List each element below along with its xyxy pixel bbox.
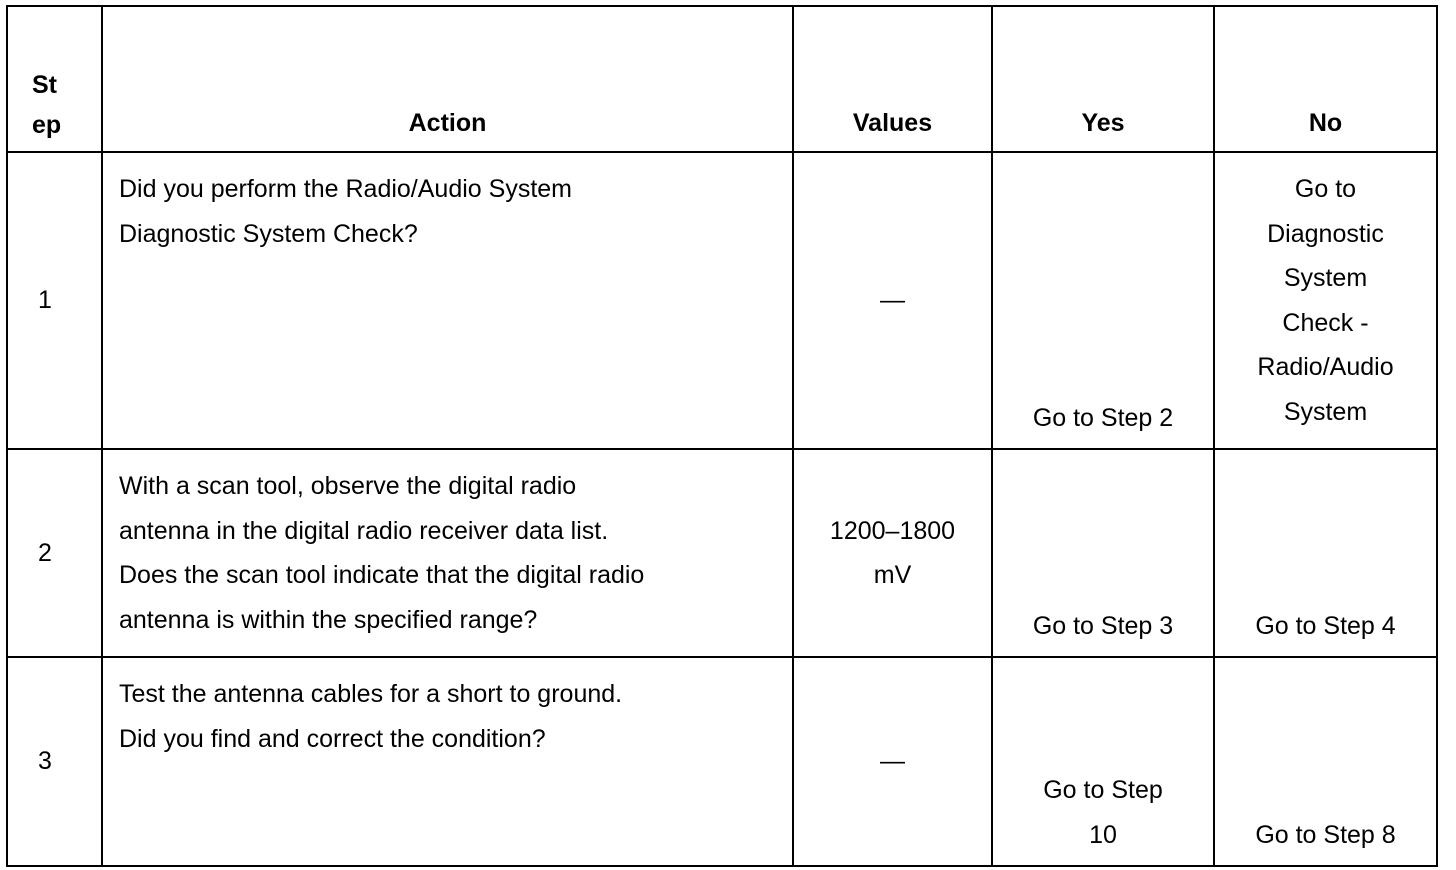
yes-cell: Go to Step 3: [992, 449, 1214, 657]
action-text: Test the antenna cables for a short to ground. Did you find and correct the condition?: [102, 657, 793, 866]
values-cell: 1200–1800 mV: [793, 449, 992, 657]
table-row: [7, 152, 1437, 449]
yes-cell: Go to Step 2: [992, 152, 1214, 449]
step-number: 2: [7, 449, 102, 657]
yes-cell: Go to Step 10: [992, 657, 1214, 866]
values-cell: —: [793, 152, 992, 449]
diagnostic-table: [6, 5, 1438, 867]
header-action: Action: [102, 6, 793, 152]
action-text: Did you perform the Radio/Audio System Diagnostic System Check?: [102, 152, 793, 449]
no-cell: Go to Diagnostic System Check - Radio/Audio System: [1214, 152, 1437, 449]
values-cell: —: [793, 657, 992, 866]
table-row: [7, 449, 1437, 657]
table-row: [7, 657, 1437, 866]
step-number: 1: [7, 152, 102, 449]
header-no: No: [1214, 6, 1437, 152]
header-row: [7, 6, 1437, 152]
header-yes: Yes: [992, 6, 1214, 152]
header-values: Values: [793, 6, 992, 152]
no-cell: Go to Step 8: [1214, 657, 1437, 866]
action-text: With a scan tool, observe the digital radio antenna in the digital radio receiver data list. Does the scan tool indicate that the digital radio antenna is within the specified range?: [102, 449, 793, 657]
no-cell: Go to Step 4: [1214, 449, 1437, 657]
header-step: St ep: [7, 6, 102, 152]
step-number: 3: [7, 657, 102, 866]
